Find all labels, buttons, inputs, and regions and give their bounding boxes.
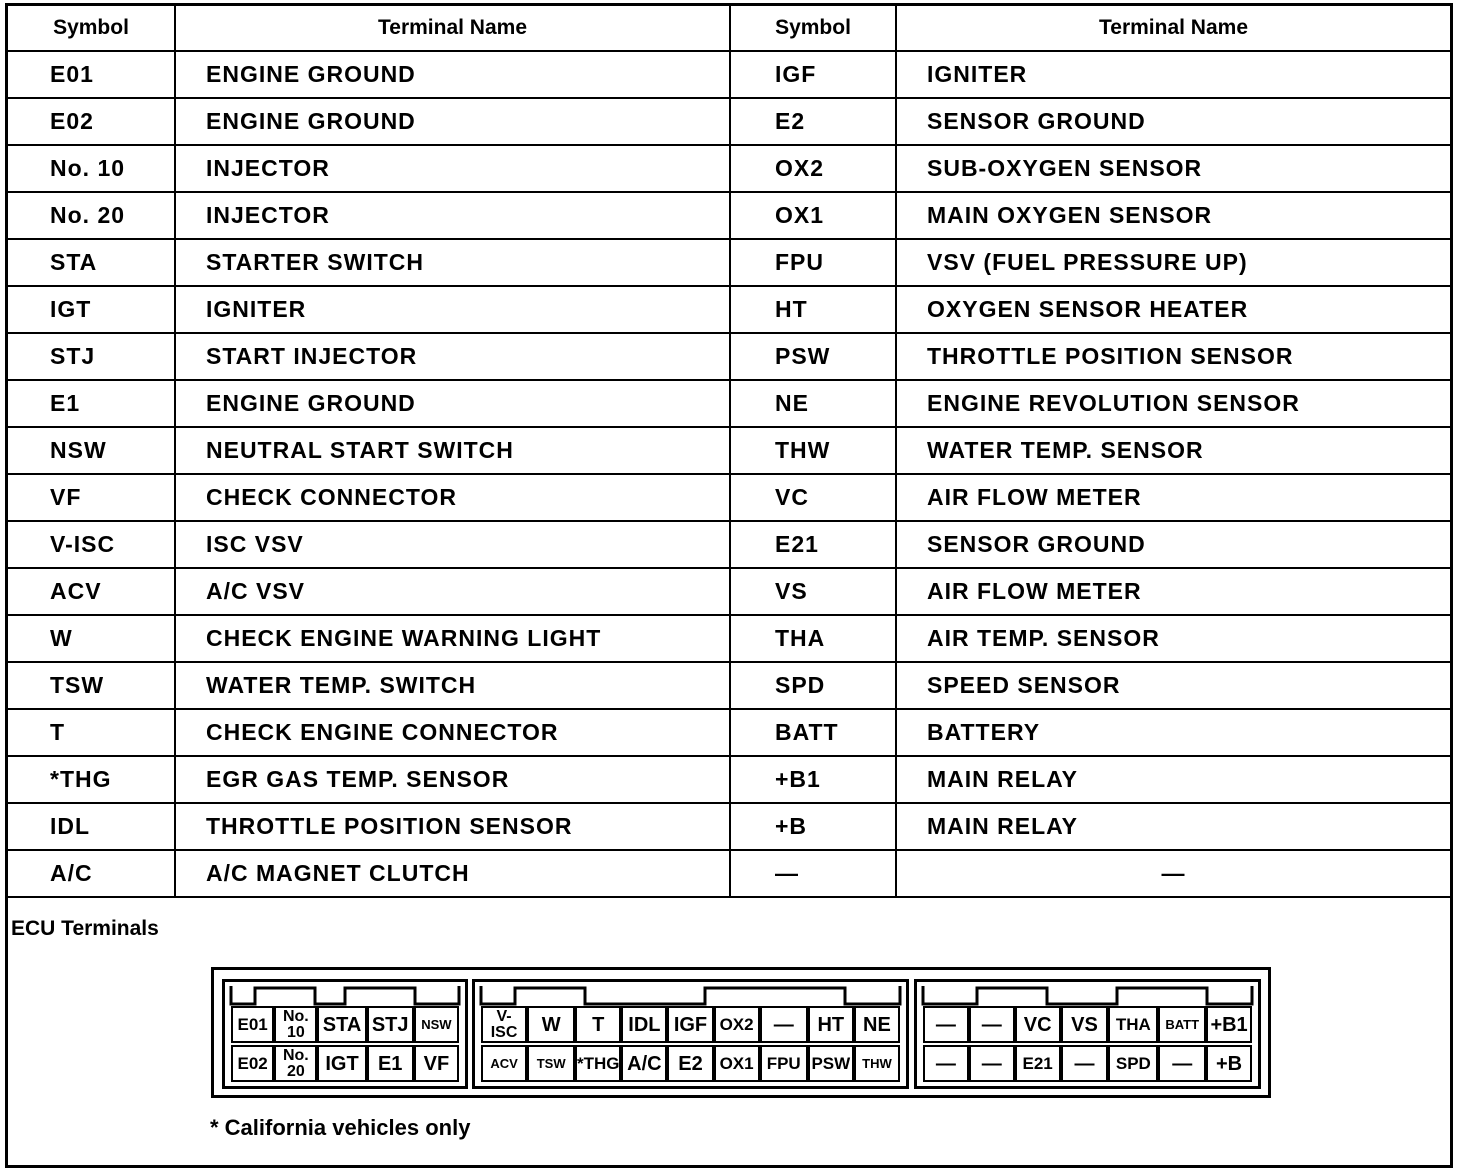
table-row xyxy=(8,239,1450,286)
terminal-name-cell: AIR FLOW METER xyxy=(896,568,1450,615)
terminal-name-cell: CHECK ENGINE CONNECTOR xyxy=(175,709,730,756)
terminal-name-cell: VSV (FUEL PRESSURE UP) xyxy=(896,239,1450,286)
column-header-symbol: Symbol xyxy=(8,6,175,51)
symbol-cell: PSW xyxy=(730,333,896,380)
connector-pin: IGT xyxy=(317,1045,366,1082)
connector-pin: — xyxy=(923,1006,969,1043)
connector-pin: ACV xyxy=(481,1045,527,1082)
table-row xyxy=(8,615,1450,662)
connector-pin: E01 xyxy=(231,1006,274,1043)
terminal-name-cell: AIR TEMP. SENSOR xyxy=(896,615,1450,662)
connector-pin: E02 xyxy=(231,1045,274,1082)
terminal-name-cell: SENSOR GROUND xyxy=(896,521,1450,568)
terminal-name-cell: THROTTLE POSITION SENSOR xyxy=(896,333,1450,380)
connector-pin: SPD xyxy=(1108,1045,1158,1082)
connector-pin: A/C xyxy=(621,1045,667,1082)
table-header-row xyxy=(8,6,1450,51)
table-body xyxy=(8,51,1450,897)
connector-pin: FPU xyxy=(760,1045,808,1082)
connector-pin: No. 10 xyxy=(274,1006,317,1043)
table-row xyxy=(8,756,1450,803)
table-row xyxy=(8,98,1450,145)
symbol-cell: E21 xyxy=(730,521,896,568)
table-row xyxy=(8,662,1450,709)
symbol-cell: T xyxy=(8,709,175,756)
table-row xyxy=(8,521,1450,568)
symbol-cell: +B1 xyxy=(730,756,896,803)
connector-pin: — xyxy=(1061,1045,1109,1082)
terminal-name-cell: ENGINE GROUND xyxy=(175,380,730,427)
table-row xyxy=(8,286,1450,333)
symbol-cell: No. 20 xyxy=(8,192,175,239)
symbol-cell: FPU xyxy=(730,239,896,286)
connector-pin: THA xyxy=(1108,1006,1158,1043)
symbol-cell: STA xyxy=(8,239,175,286)
terminal-name-cell: — xyxy=(896,850,1450,897)
symbol-cell: VF xyxy=(8,474,175,521)
terminal-name-cell: BATTERY xyxy=(896,709,1450,756)
symbol-cell: THA xyxy=(730,615,896,662)
terminal-name-cell: SUB-OXYGEN SENSOR xyxy=(896,145,1450,192)
terminal-name-cell: INJECTOR xyxy=(175,145,730,192)
symbol-cell: NE xyxy=(730,380,896,427)
symbol-cell: V-ISC xyxy=(8,521,175,568)
symbol-cell: A/C xyxy=(8,850,175,897)
connector-pin: — xyxy=(760,1006,808,1043)
terminal-name-cell: NEUTRAL START SWITCH xyxy=(175,427,730,474)
connector-pin: BATT xyxy=(1158,1006,1206,1043)
connector-pin: W xyxy=(527,1006,575,1043)
terminal-name-cell: ENGINE GROUND xyxy=(175,51,730,98)
symbol-cell: W xyxy=(8,615,175,662)
terminal-name-cell: EGR GAS TEMP. SENSOR xyxy=(175,756,730,803)
symbol-cell: IDL xyxy=(8,803,175,850)
table-row xyxy=(8,474,1450,521)
connector-pin: — xyxy=(969,1045,1015,1082)
table-row xyxy=(8,568,1450,615)
connector-block xyxy=(914,979,1261,1089)
table-row xyxy=(8,850,1450,897)
table-row xyxy=(8,51,1450,98)
symbol-cell: BATT xyxy=(730,709,896,756)
symbol-cell: E1 xyxy=(8,380,175,427)
table-row xyxy=(8,333,1450,380)
connector-pin: *THG xyxy=(575,1045,621,1082)
symbol-cell: STJ xyxy=(8,333,175,380)
terminal-name-cell: MAIN RELAY xyxy=(896,756,1450,803)
terminal-name-cell: A/C MAGNET CLUTCH xyxy=(175,850,730,897)
connector-block xyxy=(222,979,468,1089)
column-header-symbol: Symbol xyxy=(730,6,896,51)
terminal-name-cell: WATER TEMP. SWITCH xyxy=(175,662,730,709)
connector-pin: VS xyxy=(1061,1006,1109,1043)
connector-pin: THW xyxy=(854,1045,900,1082)
terminal-name-cell: INJECTOR xyxy=(175,192,730,239)
connector-pin: No. 20 xyxy=(274,1045,317,1082)
symbol-cell: *THG xyxy=(8,756,175,803)
connector-pin: PSW xyxy=(808,1045,854,1082)
connector-pin: STA xyxy=(317,1006,366,1043)
terminal-name-cell: SENSOR GROUND xyxy=(896,98,1450,145)
symbol-cell: HT xyxy=(730,286,896,333)
connector-pin: E1 xyxy=(367,1045,414,1082)
connector-pin: HT xyxy=(808,1006,854,1043)
symbol-cell: TSW xyxy=(8,662,175,709)
connector-pin: V- ISC xyxy=(481,1006,527,1043)
connector-pin: VF xyxy=(414,1045,459,1082)
terminal-name-cell: OXYGEN SENSOR HEATER xyxy=(896,286,1450,333)
symbol-cell: +B xyxy=(730,803,896,850)
connector-pin: T xyxy=(575,1006,621,1043)
symbol-cell: SPD xyxy=(730,662,896,709)
symbol-cell: VS xyxy=(730,568,896,615)
table-row xyxy=(8,803,1450,850)
symbol-cell: IGF xyxy=(730,51,896,98)
symbol-cell: OX1 xyxy=(730,192,896,239)
terminal-name-cell: THROTTLE POSITION SENSOR xyxy=(175,803,730,850)
terminal-name-cell: ENGINE GROUND xyxy=(175,98,730,145)
connector-pin: TSW xyxy=(527,1045,575,1082)
footnote: * California vehicles only xyxy=(210,1115,471,1140)
terminal-name-cell: ENGINE REVOLUTION SENSOR xyxy=(896,380,1450,427)
connector-pin: OX1 xyxy=(714,1045,760,1082)
connector-pin-grid xyxy=(231,1006,459,1082)
connector-pin-grid xyxy=(923,1006,1252,1082)
terminal-name-cell: WATER TEMP. SENSOR xyxy=(896,427,1450,474)
terminal-name-cell: MAIN RELAY xyxy=(896,803,1450,850)
connector-pin: STJ xyxy=(367,1006,414,1043)
terminal-name-cell: SPEED SENSOR xyxy=(896,662,1450,709)
terminal-name-cell: IGNITER xyxy=(175,286,730,333)
connector-pin: IGF xyxy=(667,1006,713,1043)
terminal-name-cell: ISC VSV xyxy=(175,521,730,568)
terminal-name-cell: IGNITER xyxy=(896,51,1450,98)
symbol-cell: VC xyxy=(730,474,896,521)
table-row xyxy=(8,709,1450,756)
connector-pin: IDL xyxy=(621,1006,667,1043)
symbol-cell: E02 xyxy=(8,98,175,145)
symbol-cell: ACV xyxy=(8,568,175,615)
terminal-name-cell: CHECK ENGINE WARNING LIGHT xyxy=(175,615,730,662)
symbol-cell: E01 xyxy=(8,51,175,98)
connector-pin: VC xyxy=(1015,1006,1061,1043)
symbol-cell: — xyxy=(730,850,896,897)
terminal-name-cell: CHECK CONNECTOR xyxy=(175,474,730,521)
ecu-connector-diagram xyxy=(211,967,1271,1098)
connector-pin: — xyxy=(923,1045,969,1082)
symbol-cell: THW xyxy=(730,427,896,474)
terminal-name-cell: A/C VSV xyxy=(175,568,730,615)
connector-pin: — xyxy=(1158,1045,1206,1082)
symbol-cell: No. 10 xyxy=(8,145,175,192)
terminal-name-cell: AIR FLOW METER xyxy=(896,474,1450,521)
connector-pin: E2 xyxy=(667,1045,713,1082)
table-row xyxy=(8,380,1450,427)
terminal-table xyxy=(8,6,1450,898)
table-row xyxy=(8,145,1450,192)
connector-pin: +B1 xyxy=(1206,1006,1252,1043)
table-row xyxy=(8,427,1450,474)
symbol-cell: OX2 xyxy=(730,145,896,192)
terminal-name-cell: MAIN OXYGEN SENSOR xyxy=(896,192,1450,239)
column-header-terminal-name: Terminal Name xyxy=(175,6,730,51)
document-frame xyxy=(5,3,1453,1168)
connector-pin: NSW xyxy=(414,1006,459,1043)
symbol-cell: NSW xyxy=(8,427,175,474)
table-row xyxy=(8,192,1450,239)
ecu-terminals-title: ECU Terminals xyxy=(11,917,159,940)
connector-pin: NE xyxy=(854,1006,900,1043)
connector-pin: — xyxy=(969,1006,1015,1043)
connector-pin: OX2 xyxy=(714,1006,760,1043)
connector-pin-grid xyxy=(481,1006,900,1082)
terminal-name-cell: STARTER SWITCH xyxy=(175,239,730,286)
connector-block xyxy=(472,979,909,1089)
symbol-cell: E2 xyxy=(730,98,896,145)
connector-pin: +B xyxy=(1206,1045,1252,1082)
connector-pin: E21 xyxy=(1015,1045,1061,1082)
column-header-terminal-name: Terminal Name xyxy=(896,6,1450,51)
terminal-name-cell: START INJECTOR xyxy=(175,333,730,380)
symbol-cell: IGT xyxy=(8,286,175,333)
